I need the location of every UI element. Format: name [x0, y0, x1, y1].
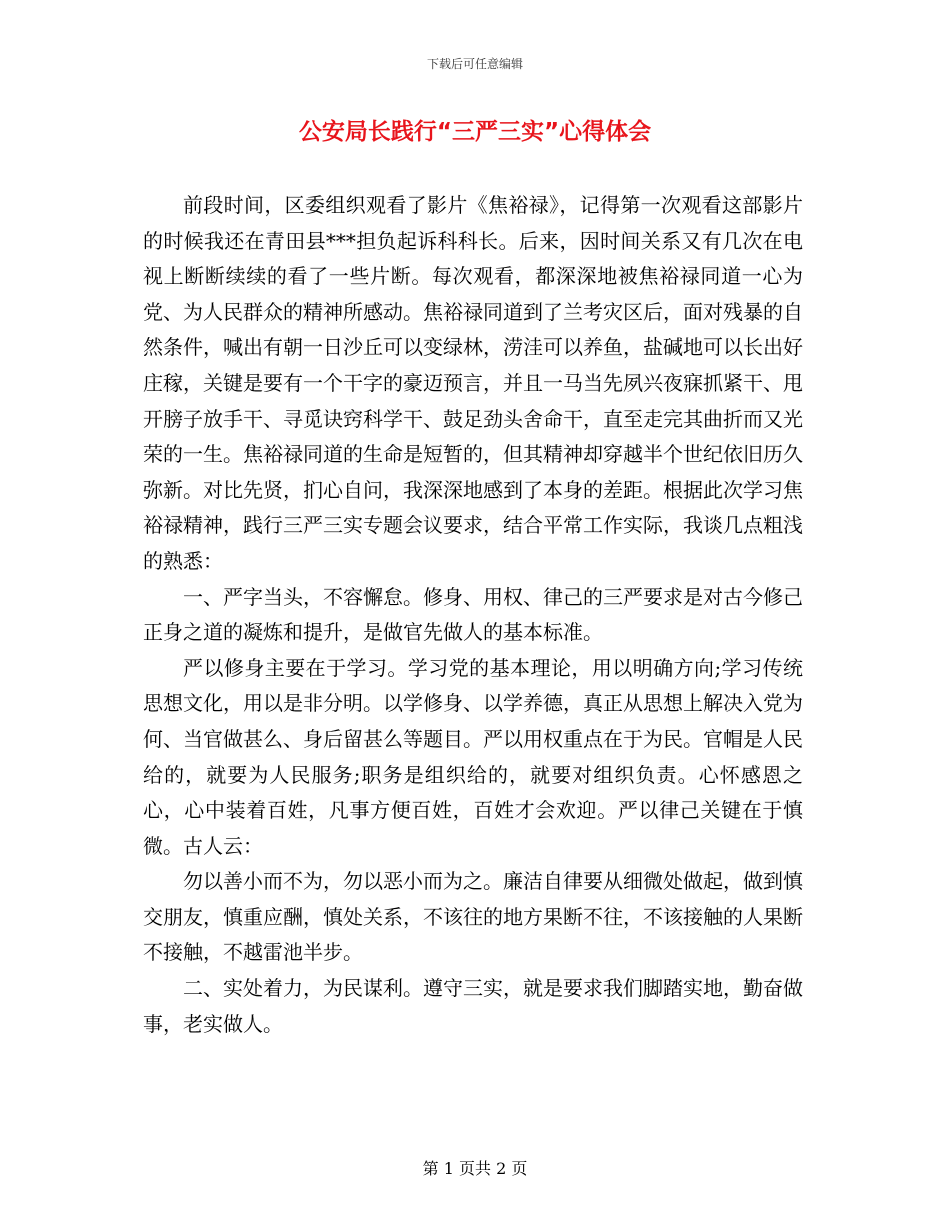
- paragraph-section-two: 二、实处着力，为民谋利。遵守三实，就是要求我们脚踏实地，勤奋做事，老实做人。: [143, 976, 803, 1036]
- paragraph-self-discipline: 勿以善小而不为，勿以恶小而为之。廉洁自律要从细微处做起，做到慎交朋友，慎重应酬，慎处关系，不该往的地方果断不往，不该接触的人果断不接触，不越雷池半步。: [143, 869, 803, 965]
- paragraph-self-cultivation: 严以修身主要在于学习。学习党的基本理论，用以明确方向;学习传统思想文化，用以是非分明。以学修身、以学养德，真正从思想上解决入党为何、当官做甚么、身后留甚么等题目。严以用权重点在于为民。官帽是人民给的，就要为人民服务;职务是组织给的，就要对组织负责。心怀感恩之心，心中装着百姓，凡事方便百姓，百姓才会欢迎。严以律己关键在于慎微。古人云：: [143, 655, 803, 858]
- document-body: [143, 188, 803, 1042]
- page-number: 第 1 页共 2 页: [422, 1159, 528, 1178]
- paragraph-section-one: 一、严字当头，不容懈怠。修身、用权、律己的三严要求是对古今修己正身之道的凝炼和提升，是做官先做人的基本标准。: [143, 584, 803, 645]
- header-note: 下载后可任意编辑: [426, 57, 523, 71]
- paragraph-intro: 前段时间，区委组织观看了影片《焦裕禄》，记得第一次观看这部影片的时候我还在青田县***担负起诉科科长。后来，因时间关系又有几次在电视上断断续续的看了一些片断。每次观看，都深深地被焦裕禄同道一心为党、为人民群众的精神所感动。焦裕禄同道到了兰考灾区后，面对残暴的自然条件，喊出有朝一日沙丘可以变绿林，涝洼可以养鱼，盐碱地可以长出好庄稼，关键是要有一个干字的豪迈预言，并且一马当先夙兴夜寐抓紧干、甩开膀子放手干、寻觅诀窍科学干、鼓足劲头舍命干，直至走完其曲折而又光荣的一生。焦裕禄同道的生命是短暂的，但其精神却穿越半个世纪依旧历久弥新。对比先贤，扪心自问，我深深地感到了本身的差距。根据此次学习焦裕禄精神，践行三严三实专题会议要求，结合平常工作实际，我谈几点粗浅的熟悉：: [143, 193, 803, 573]
- document-title: 公安局长践行“三严三实”心得体会: [298, 119, 652, 145]
